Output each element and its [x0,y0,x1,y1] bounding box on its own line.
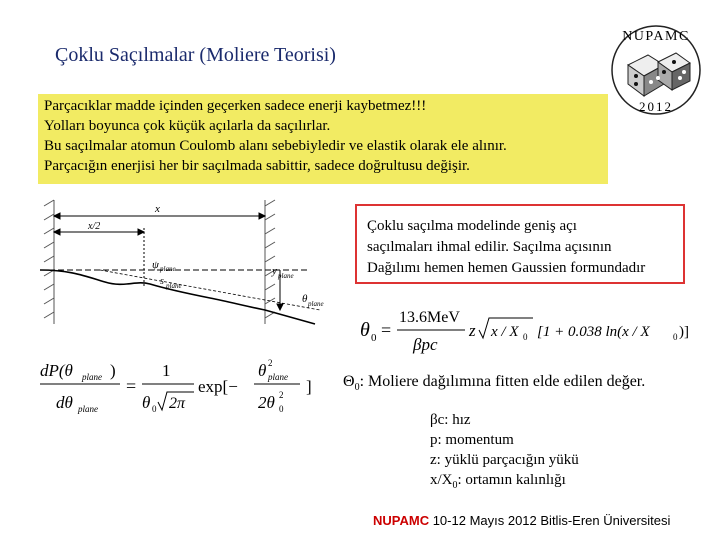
note-line: Çoklu saçılma modelinde geniş açı [367,218,577,234]
glossary-text: : hız [444,412,471,428]
glossary-sub: 0 [452,480,458,491]
intro-line: Bu saçılmalar atomun Coulomb alanı sebebiyledir ve elastik olarak ele alınır. [44,138,507,154]
label-s: s [160,276,164,287]
dp-coef-theta: θ [142,393,151,412]
gaussian-note-box [355,204,685,284]
label-theta-sub: plane [308,300,324,308]
dp-exp-num-sup: 2 [268,358,273,368]
theta0-denominator: βpc [413,335,438,354]
dp-exp-num: θ [258,361,267,380]
theta0-symbol: Θ [343,373,355,390]
theta0-sqrt-sub: 0 [523,332,528,342]
theta0-lhs: θ [360,319,370,341]
note-line: Dağılımı hemen hemen Gaussien formundadır [367,260,646,276]
glossary-text: : yüklü parçacığın yükü [436,452,579,468]
footer [373,513,670,528]
theta0-formula [355,300,695,360]
dp-numerator-end: ) [110,361,116,380]
label-psi: ψ [152,259,159,271]
dp-coef-root: 2π [169,395,186,412]
nupamc-logo [606,20,706,120]
dp-exp-den-sup: 2 [279,390,284,400]
glossary-item [430,450,579,470]
logo-name: NUPAMC [622,29,690,44]
dp-denominator-sub: plane [78,404,98,414]
note-line: saçılmaları ihmal edilir. Saçılma açısının [367,239,612,255]
glossary-item [430,410,579,430]
theta0-note [343,373,645,393]
footer-brand: NUPAMC [373,513,430,528]
dp-numerator: dP(θ [40,361,73,380]
footer-text: 10-12 Mayıs 2012 Bitlis-Eren Üniversitesi [429,513,671,528]
dp-exp-den: 2θ [258,393,275,412]
intro-line: Yolları boyunca çok küçük açılarla da saçılırlar. [44,118,331,134]
label-psi-sub: plane [160,265,176,273]
intro-line: Parçacıklar madde içinden geçerken sadece enerji kaybetmez!!! [44,98,427,114]
logo-year: 2012 [639,99,673,114]
theta0-sqrt-arg: x / X [491,324,519,340]
label-s-sub: plane [166,282,182,290]
dice-icon [628,53,690,96]
dp-formula [38,352,338,422]
variable-glossary [430,410,579,496]
dp-numerator-sub: plane [82,372,102,382]
glossary-symbol: z [430,452,437,468]
intro-box [38,94,608,184]
theta0-lhs-sub: 0 [371,332,377,344]
theta0-note-text: : Moliere dağılımına fitten elde edilen değer. [359,373,646,390]
label-y-sub: plane [278,272,294,280]
glossary-symbol: βc [430,412,445,428]
label-x: x [155,203,160,215]
theta0-numerator: 13.6MeV [399,309,460,326]
theta0-note-sub: 0 [354,382,360,394]
dp-coef-sub: 0 [152,404,157,414]
page-title: Çoklu Saçılmalar (Moliere Teorisi) [55,44,336,66]
scattering-diagram [40,198,330,326]
label-y: y [272,265,277,277]
theta0-bracket-sub: 0 [673,332,678,342]
theta0-bracket: [1 + 0.038 ln(x / X [537,324,650,340]
theta0-charge: z [469,321,476,340]
glossary-item [430,470,579,496]
dp-exp-num-sub: plane [268,372,288,382]
glossary-symbol: p [430,432,438,448]
dp-exp-open: exp[− [198,377,238,396]
glossary-symbol: x/X [430,472,453,488]
glossary-item [430,430,579,450]
intro-line: Parçacığın enerjisi her bir saçılmada sabittir, sadece doğrultusu değişir. [44,158,470,174]
theta0-bracket-close: )] [679,324,689,340]
glossary-text: : ortamın kalınlığı [457,472,566,488]
dp-exp-den-sub: 0 [279,404,284,414]
glossary-text: : momentum [437,432,514,448]
dp-equals: = [126,376,137,396]
dp-exp-close: ] [306,377,312,396]
dp-denominator: dθ [56,393,73,412]
label-x-half: x/2 [88,221,101,232]
label-theta: θ [302,293,308,305]
dp-coef-num: 1 [162,361,171,380]
theta0-equals: = [381,320,392,340]
